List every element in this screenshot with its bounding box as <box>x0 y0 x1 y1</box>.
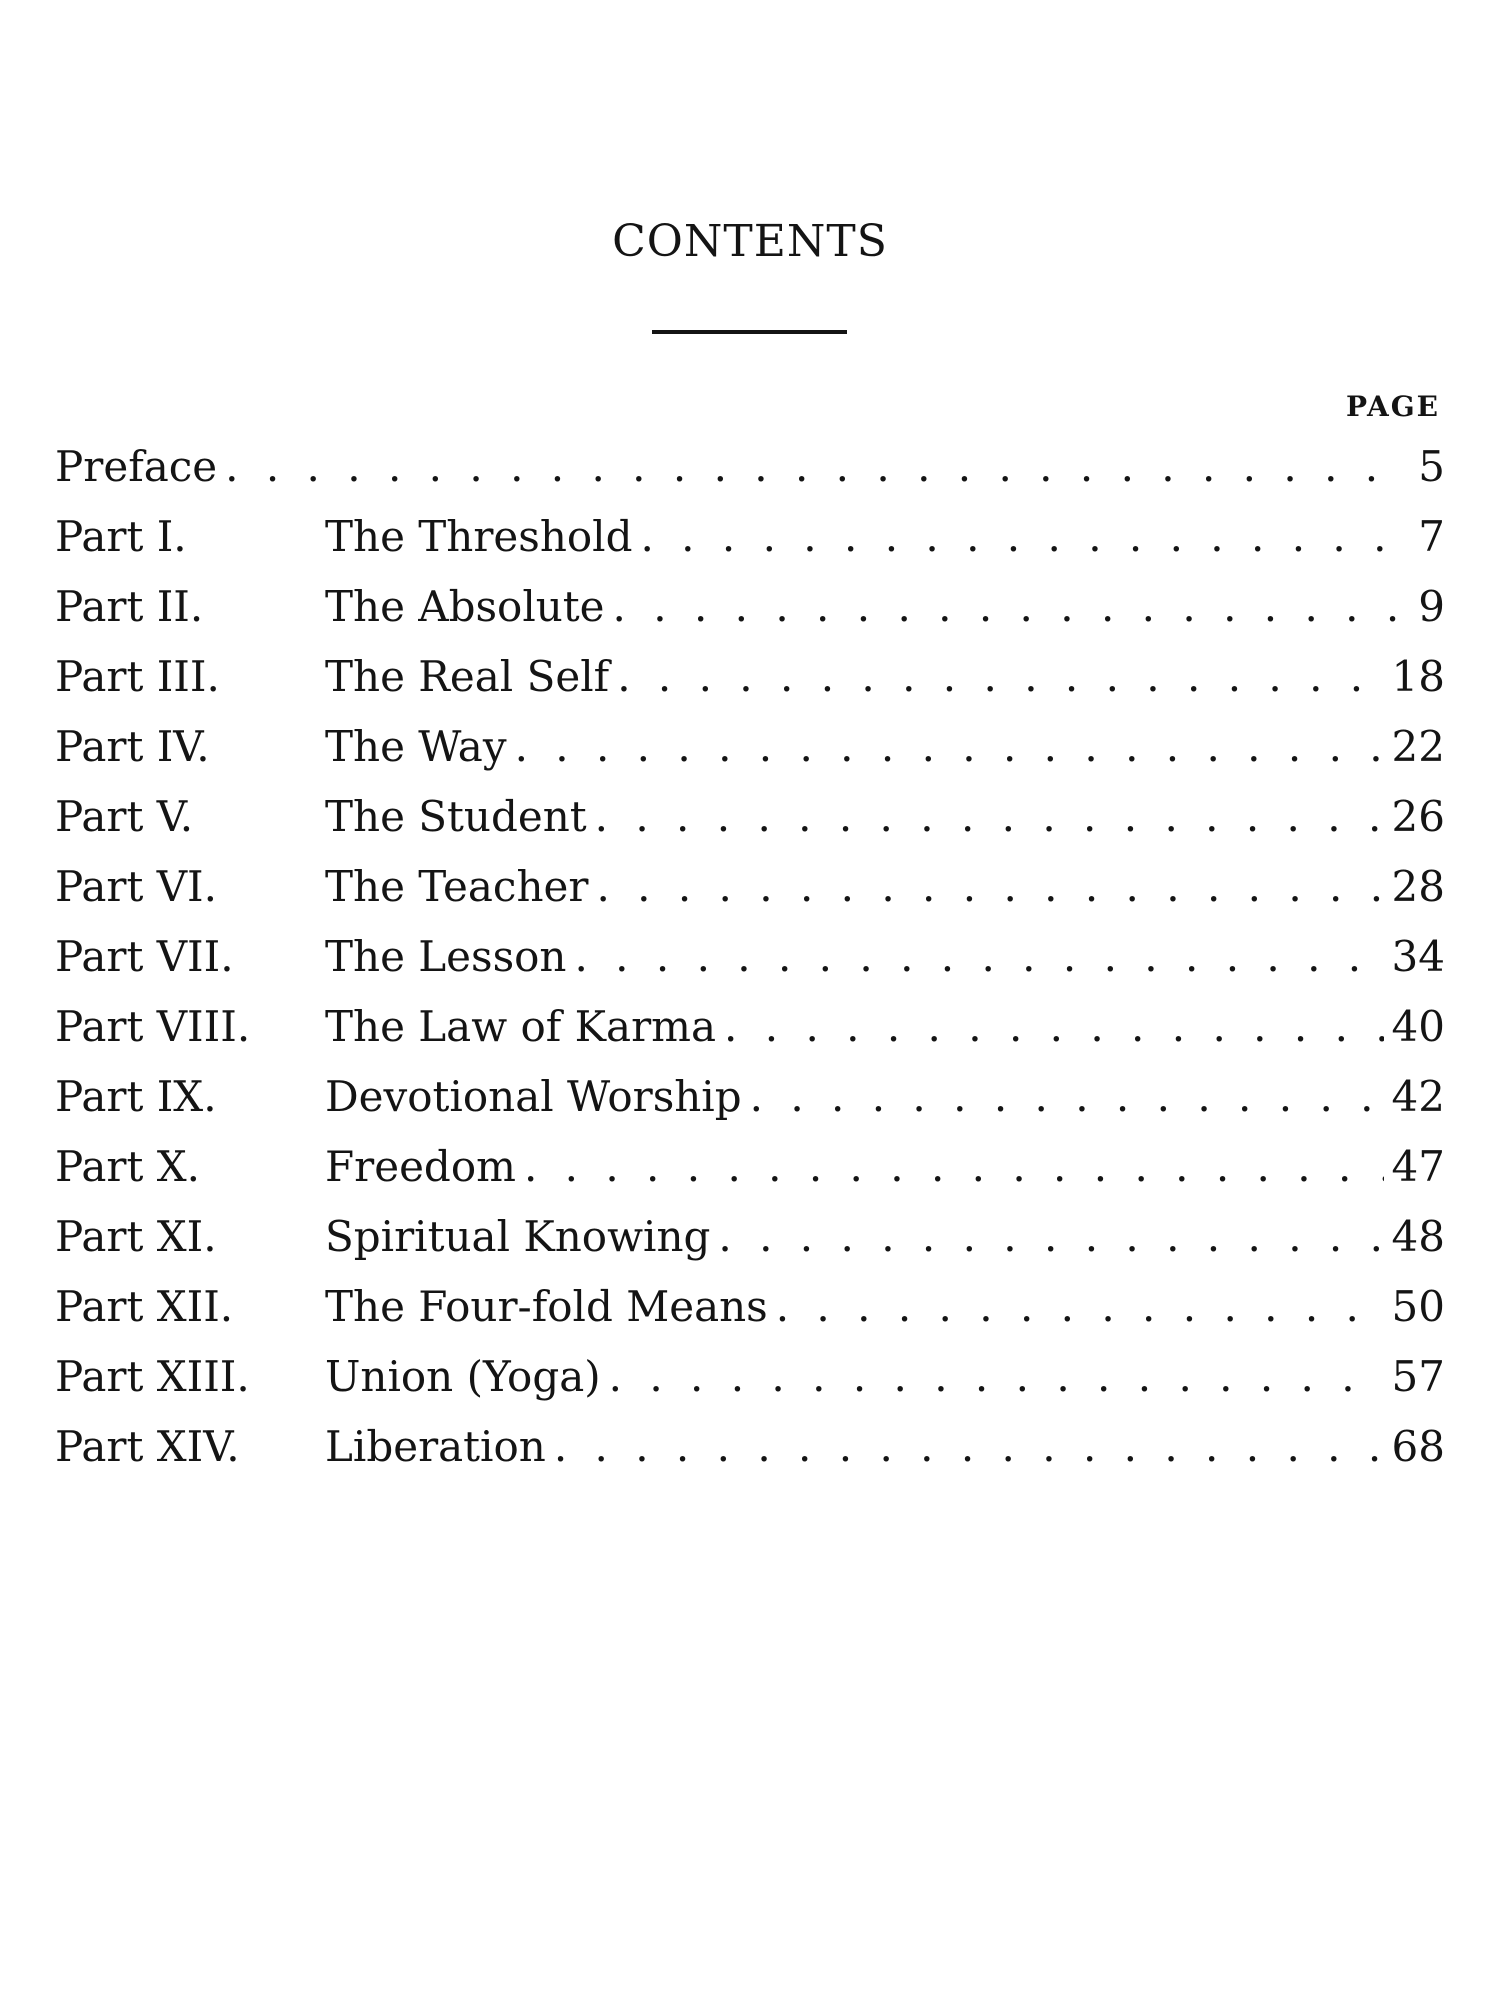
toc-page-number: 40 <box>1391 1002 1445 1051</box>
toc-page-number: 18 <box>1391 652 1445 701</box>
toc-part-number: Part XIII. <box>55 1352 250 1401</box>
toc-page-number: 34 <box>1391 932 1445 981</box>
toc-entry <box>55 1342 1445 1412</box>
toc-chapter-title: The Student <box>325 792 587 841</box>
toc-entry <box>55 572 1445 642</box>
toc-entry-preface <box>55 432 1445 502</box>
toc-part-number: Part III. <box>55 652 220 701</box>
toc-part-number: Part XI. <box>55 1212 217 1261</box>
toc-page-number: 28 <box>1391 862 1445 911</box>
toc-page-number: 9 <box>1418 582 1445 631</box>
toc-page-number: 5 <box>1418 442 1445 491</box>
toc-entry <box>55 782 1445 852</box>
toc-entry <box>55 502 1445 572</box>
dot-leader <box>554 1412 1384 1482</box>
toc-chapter-title: The Threshold <box>325 512 633 561</box>
toc-chapter-title: The Four-fold Means <box>325 1282 768 1331</box>
toc-part-number: Part VI. <box>55 862 217 911</box>
toc-chapter-title: Devotional Worship <box>325 1072 742 1121</box>
toc-page-number: 50 <box>1391 1282 1445 1331</box>
toc-entry <box>55 992 1445 1062</box>
toc-entry <box>55 852 1445 922</box>
toc-chapter-title: The Law of Karma <box>325 1002 717 1051</box>
dot-leader <box>617 642 1383 712</box>
toc-part-number: Part VII. <box>55 932 234 981</box>
table-of-contents <box>55 432 1445 1482</box>
toc-chapter-title: Union (Yoga) <box>325 1352 601 1401</box>
dot-leader <box>609 1342 1384 1412</box>
title-underline-rule <box>652 330 847 334</box>
toc-chapter-title: The Real Self <box>325 652 610 701</box>
toc-page-number: 47 <box>1391 1142 1445 1191</box>
dot-leader <box>776 1272 1384 1342</box>
toc-part-number: Part IX. <box>55 1072 217 1121</box>
toc-page-number: 7 <box>1418 512 1445 561</box>
toc-part-number: Part I. <box>55 512 187 561</box>
toc-page-number: 22 <box>1391 722 1445 771</box>
toc-entry <box>55 1202 1445 1272</box>
dot-leader <box>750 1062 1384 1132</box>
dot-leader <box>574 922 1383 992</box>
toc-chapter-title: Liberation <box>325 1422 546 1471</box>
toc-entry <box>55 1412 1445 1482</box>
toc-part-number: Part IV. <box>55 722 210 771</box>
dot-leader <box>515 712 1384 782</box>
toc-entry <box>55 642 1445 712</box>
toc-chapter-title: The Way <box>325 722 507 771</box>
toc-chapter-title: The Teacher <box>325 862 589 911</box>
toc-chapter-title: Spiritual Knowing <box>325 1212 711 1261</box>
toc-part-number: Part V. <box>55 792 194 841</box>
page-title: CONTENTS <box>612 216 888 267</box>
toc-page-number: 57 <box>1391 1352 1445 1401</box>
dot-leader <box>724 992 1384 1062</box>
dot-leader <box>225 432 1407 502</box>
toc-entry <box>55 1062 1445 1132</box>
toc-chapter-title: The Absolute <box>325 582 605 631</box>
dot-leader <box>640 502 1407 572</box>
page-column-label: PAGE <box>1346 390 1440 423</box>
toc-entry <box>55 712 1445 782</box>
toc-part-number: Part XIV. <box>55 1422 240 1471</box>
toc-entry <box>55 1132 1445 1202</box>
toc-page-number: 48 <box>1391 1212 1445 1261</box>
dot-leader <box>524 1132 1384 1202</box>
toc-part-number: Part XII. <box>55 1282 234 1331</box>
dot-leader <box>718 1202 1383 1272</box>
toc-entry <box>55 1272 1445 1342</box>
toc-part-number: Part II. <box>55 582 204 631</box>
toc-page-number: 42 <box>1391 1072 1445 1121</box>
toc-page-number: 68 <box>1391 1422 1445 1471</box>
toc-chapter-title: Freedom <box>325 1142 516 1191</box>
toc-page-number: 26 <box>1391 792 1445 841</box>
toc-part-number: Part X. <box>55 1142 200 1191</box>
dot-leader <box>613 572 1407 642</box>
toc-entry <box>55 922 1445 992</box>
toc-entry-label: Preface <box>55 442 218 491</box>
dot-leader <box>595 782 1384 852</box>
dot-leader <box>596 852 1383 922</box>
toc-part-number: Part VIII. <box>55 1002 251 1051</box>
toc-chapter-title: The Lesson <box>325 932 567 981</box>
